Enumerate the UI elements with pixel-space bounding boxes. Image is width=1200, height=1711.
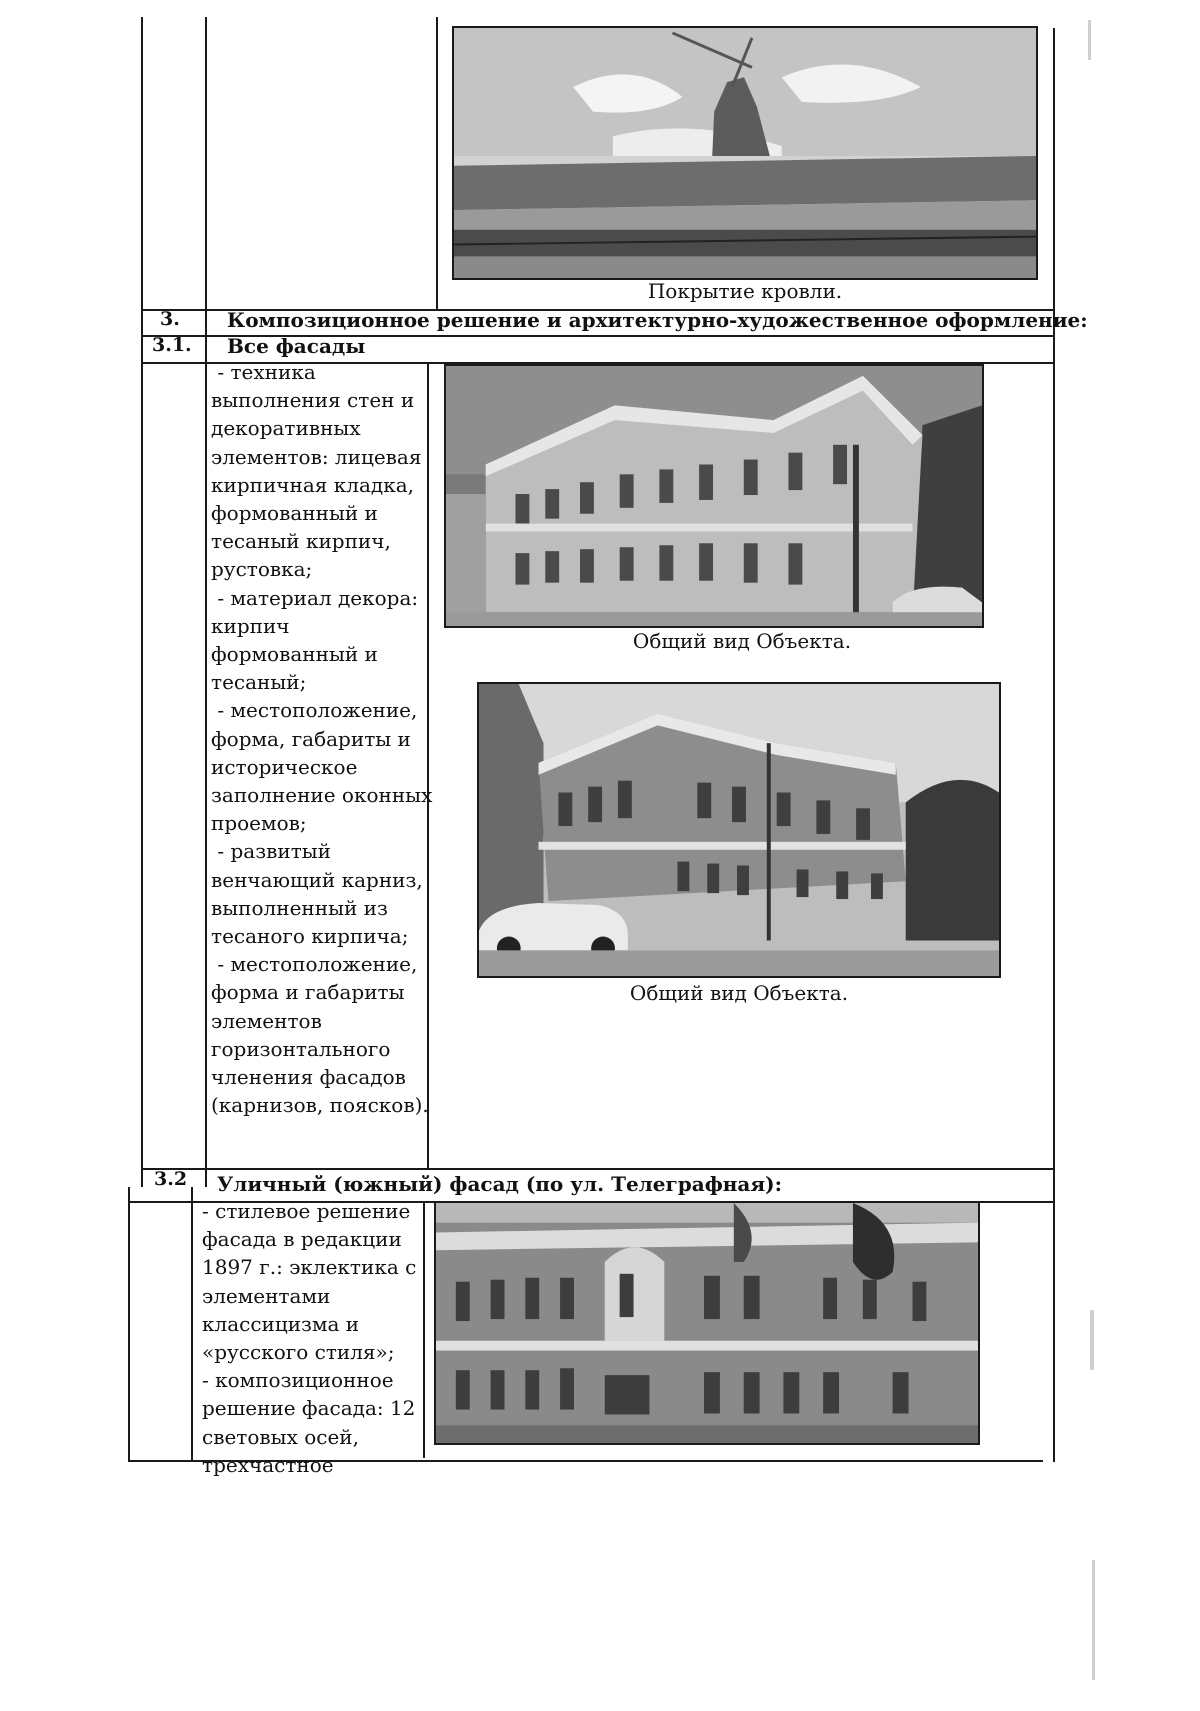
text-line: - местоположение,	[211, 698, 418, 723]
table-col-divider-2-top	[436, 17, 438, 310]
section-3-1-text	[211, 358, 432, 1119]
section-3-1-title: Все фасады	[227, 334, 366, 358]
section-3-2-title: Уличный (южный) фасад (по ул. Телеграфная):	[217, 1172, 782, 1196]
text-line: формованный и	[211, 501, 378, 526]
section-3-2-number: 3.2	[154, 1168, 188, 1190]
section-3-number: 3.	[160, 308, 180, 330]
text-line: - развитый	[211, 839, 332, 864]
scan-artifact	[1092, 1560, 1095, 1680]
table-border-left	[141, 17, 143, 1187]
text-line: элементов: лицевая	[211, 444, 422, 469]
scan-artifact	[1088, 20, 1091, 60]
section-3-title: Композиционное решение и архитектурно-художественное оформление:	[227, 308, 1088, 332]
text-line: форма, габариты и	[211, 726, 411, 751]
text-line: членения фасадов	[211, 1065, 406, 1090]
text-line: элементами	[202, 1283, 331, 1308]
text-line: тесаный кирпич,	[211, 529, 391, 554]
table-col-divider-2-low	[423, 1203, 425, 1458]
text-line: (карнизов, поясков).	[211, 1093, 429, 1118]
text-line: тесаный;	[211, 670, 307, 695]
text-line: формованный и	[211, 642, 378, 667]
roof-photo	[452, 26, 1038, 280]
table-border-right	[1053, 28, 1055, 1462]
facade-photo-2	[477, 682, 1001, 978]
street-facade-photo	[434, 1201, 980, 1445]
text-line: - стилевое решение	[202, 1199, 411, 1223]
table-col-divider-1	[205, 17, 207, 1187]
text-line: кирпичная кладка,	[211, 472, 414, 497]
table-border-left-lower	[128, 1187, 130, 1462]
text-line: форма и габариты	[211, 980, 405, 1005]
text-line: тесаного кирпича;	[211, 924, 409, 949]
text-line: горизонтального	[211, 1036, 391, 1061]
text-line: - композиционное	[202, 1368, 394, 1393]
text-line: трехчастное	[202, 1452, 334, 1477]
facade-photo-1-caption: Общий вид Объекта.	[632, 629, 852, 653]
text-line: декоративных	[211, 416, 361, 441]
text-line: - местоположение,	[211, 952, 418, 977]
table-hline-4	[141, 1168, 1055, 1170]
text-line: проемов;	[211, 811, 307, 836]
text-line: решение фасада: 12	[202, 1396, 416, 1421]
table-col-divider-1-lower	[191, 1187, 193, 1462]
facade-photo-1	[444, 364, 984, 628]
text-line: фасада в редакции	[202, 1227, 402, 1252]
section-3-2-text	[202, 1197, 416, 1479]
text-line: кирпич	[211, 613, 290, 638]
text-line: 1897 г.: эклектика с	[202, 1255, 417, 1280]
text-line: венчающий карниз,	[211, 867, 423, 892]
text-line: историческое	[211, 754, 358, 779]
text-line: «русского стиля»;	[202, 1340, 395, 1365]
text-line: выполненный из	[211, 895, 388, 920]
text-line: - техника	[211, 360, 316, 384]
text-line: выполнения стен и	[211, 388, 415, 413]
text-line: рустовка;	[211, 557, 313, 582]
text-line: - материал декора:	[211, 585, 419, 610]
text-line: заполнение оконных	[211, 783, 433, 808]
text-line: классицизма и	[202, 1311, 360, 1336]
text-line: элементов	[211, 1008, 322, 1033]
text-line: световых осей,	[202, 1424, 359, 1449]
roof-photo-caption: Покрытие кровли.	[647, 279, 843, 303]
section-3-1-number: 3.1.	[152, 334, 192, 356]
facade-photo-2-caption: Общий вид Объекта.	[629, 981, 849, 1005]
scan-artifact	[1090, 1310, 1094, 1370]
